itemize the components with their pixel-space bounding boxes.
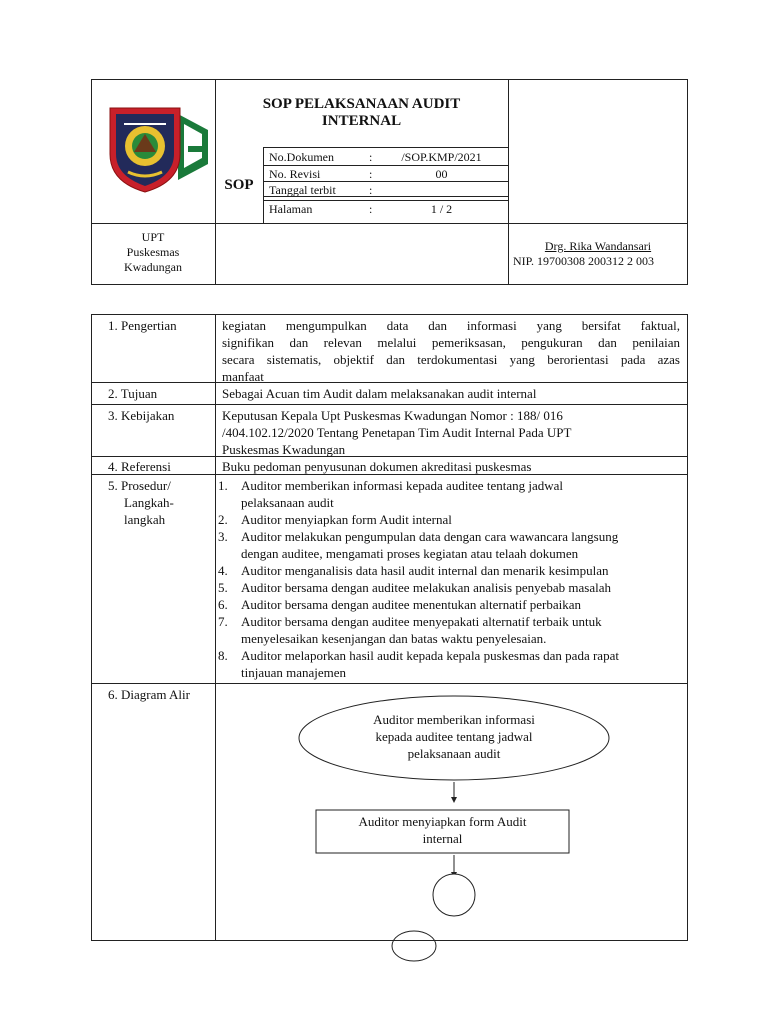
divider — [263, 196, 508, 197]
doc-field-value: /SOP.KMP/2021 — [401, 150, 482, 164]
flow-start-text: pelaksanaan audit — [407, 746, 501, 761]
prosedur-label-line: Langkah- — [124, 495, 174, 510]
doc-field-row — [269, 150, 504, 165]
referensi-label: 4. Referensi — [108, 459, 171, 474]
flow-connector-circle — [433, 874, 475, 916]
divider — [263, 181, 508, 182]
prosedur-label-line: langkah — [124, 512, 166, 527]
signer-nip: NIP. 19700308 200312 2 003 — [513, 254, 655, 268]
procedure-step-number: 6. — [218, 597, 228, 612]
flow-process-text: internal — [422, 831, 463, 846]
pengertian-text — [222, 317, 680, 385]
procedure-step-number: 7. — [218, 614, 228, 629]
kebijakan-line: Puskesmas Kwadungan — [222, 442, 346, 457]
pengertian-line: signifikan dan relevan melalui pemeriksasan, pengukuran dan penilaian — [222, 335, 680, 350]
procedure-step-text: tinjauan manajemen — [241, 665, 347, 680]
procedure-step-text: Auditor melakukan pengumpulan data dengan cara wawancara langsung — [241, 529, 619, 544]
org-line1: UPT — [141, 230, 165, 244]
procedure-step — [215, 647, 685, 681]
pengertian-line: secara sistematis, objektif dan terdokumentasi yang berorientasi pada azas — [222, 352, 680, 367]
flow-start-text: kepada auditee tentang jadwal — [375, 729, 533, 744]
sop-label: SOP — [224, 177, 254, 193]
logo — [106, 102, 214, 194]
procedure-step-text: Auditor menganalisis data hasil audit internal dan menarik kesimpulan — [241, 563, 609, 578]
referensi-text: Buku pedoman penyusunan dokumen akreditasi puskesmas — [222, 459, 532, 474]
tujuan-label: 2. Tujuan — [108, 386, 158, 401]
procedure-step-number: 5. — [218, 580, 228, 595]
org-line3: Kwadungan — [124, 260, 182, 274]
procedure-step — [215, 511, 685, 528]
procedure-step-text: pelaksanaan audit — [241, 495, 334, 510]
divider — [263, 147, 508, 148]
document-title-line2: INTERNAL — [321, 113, 402, 129]
kebijakan-line: /404.102.12/2020 Tentang Penetapan Tim Audit Internal Pada UPT — [222, 425, 572, 440]
kebijakan-text — [222, 407, 682, 458]
doc-field-value: 00 — [435, 167, 448, 181]
procedure-steps — [215, 477, 685, 681]
doc-field-value: 1 / 2 — [430, 202, 453, 216]
doc-field-label: No.Dokumen — [269, 150, 334, 164]
doc-field-separator: : — [369, 167, 373, 181]
pengertian-line: kegiatan mengumpulkan data dan informasi yang bersifat faktual, — [222, 318, 680, 333]
divider — [91, 940, 688, 941]
flowchart — [216, 684, 687, 1024]
kebijakan-line: Keputusan Kepala Upt Puskesmas Kwadungan Nomor : 188/ 016 — [222, 408, 563, 423]
flow-connector-offpage — [392, 931, 436, 961]
procedure-step-number: 3. — [218, 529, 228, 544]
flow-arrowhead — [451, 797, 457, 803]
divider — [263, 147, 264, 224]
procedure-step-text: Auditor bersama dengan auditee melakukan analisis penyebab masalah — [241, 580, 612, 595]
document-title-line1: SOP PELAKSANAAN AUDIT — [262, 96, 461, 112]
prosedur-label — [108, 477, 174, 528]
divider — [91, 404, 688, 405]
org-line2: Puskesmas — [126, 245, 180, 259]
procedure-step-text: Auditor memberikan informasi kepada auditee tentang jadwal — [241, 478, 563, 493]
tujuan-text: Sebagai Acuan tim Audit dalam melaksanakan audit internal — [222, 386, 537, 401]
divider — [263, 200, 508, 201]
procedure-step — [215, 613, 685, 647]
procedure-step — [215, 477, 685, 511]
procedure-step — [215, 562, 685, 579]
procedure-step-number: 4. — [218, 563, 228, 578]
procedure-step — [215, 579, 685, 596]
doc-field-row — [269, 202, 504, 217]
doc-field-row — [269, 167, 504, 182]
doc-field-label: Tanggal terbit — [269, 183, 336, 197]
pengertian-label: 1. Pengertian — [108, 318, 177, 333]
divider — [91, 223, 688, 224]
procedure-step-text: Auditor menyiapkan form Audit internal — [241, 512, 452, 527]
flow-process-text: Auditor menyiapkan form Audit — [358, 814, 527, 829]
flow-start-text: Auditor memberikan informasi — [373, 712, 535, 727]
doc-field-separator: : — [369, 183, 373, 197]
kebijakan-label: 3. Kebijakan — [108, 408, 175, 423]
procedure-step-number: 1. — [218, 478, 228, 493]
divider — [263, 165, 508, 166]
doc-field-separator: : — [369, 202, 373, 216]
procedure-step — [215, 528, 685, 562]
signer-name: Drg. Rika Wandansari — [544, 239, 652, 253]
procedure-step-text: dengan auditee, mengamati proses kegiatan atau telaah dokumen — [241, 546, 579, 561]
doc-field-separator: : — [369, 150, 373, 164]
prosedur-label-line: 5. Prosedur/ — [108, 478, 171, 493]
diagram-label: 6. Diagram Alir — [108, 687, 190, 702]
procedure-step — [215, 596, 685, 613]
procedure-step-text: Auditor bersama dengan auditee menentukan alternatif perbaikan — [241, 597, 582, 612]
procedure-step-text: Auditor melaporkan hasil audit kepada kepala puskesmas dan pada rapat — [241, 648, 619, 663]
doc-field-label: No. Revisi — [269, 167, 321, 181]
procedure-step-number: 2. — [218, 512, 228, 527]
procedure-step-text: Auditor bersama dengan auditee menyepakati alternatif terbaik untuk — [241, 614, 602, 629]
doc-field-label: Halaman — [269, 202, 313, 216]
pengertian-line: manfaat — [222, 369, 264, 384]
procedure-step-text: menyelesaikan kesenjangan dan batas waktu penyelesaian. — [241, 631, 547, 646]
procedure-step-number: 8. — [218, 648, 228, 663]
